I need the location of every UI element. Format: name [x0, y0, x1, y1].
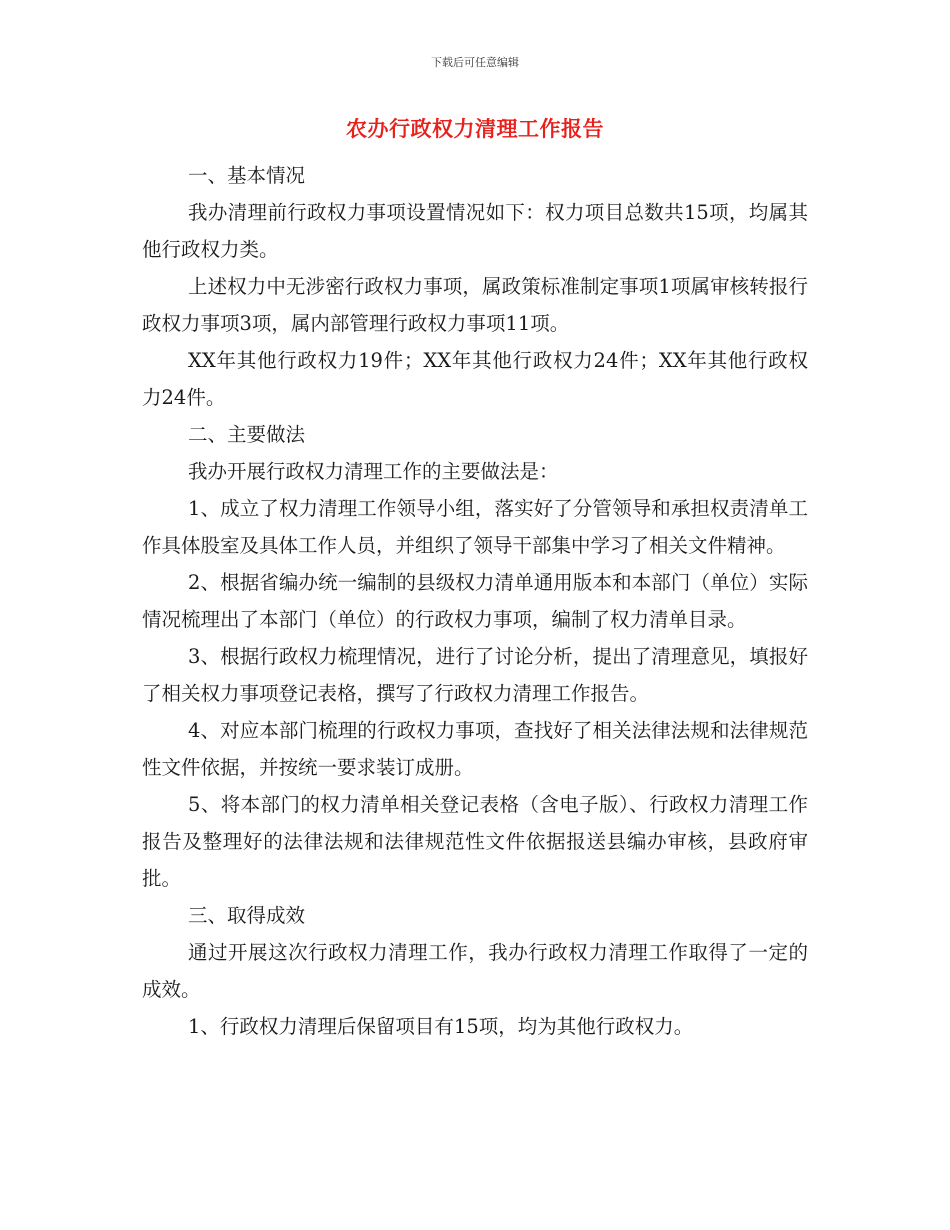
- list-item: 5、将本部门的权力清单相关登记表格（含电子版）、行政权力清理工作报告及整理好的法律法规和法律规范性文件依据报送县编办审核，县政府审批。: [142, 793, 808, 890]
- list-item: 4、对应本部门梳理的行政权力事项，查找好了相关法律法规和法律规范性文件依据，并按统一要求装订成册。: [142, 719, 808, 779]
- list-item: 2、根据省编办统一编制的县级权力清单通用版本和本部门（单位）实际情况梳理出了本部门（单位）的行政权力事项，编制了权力清单目录。: [142, 571, 808, 631]
- paragraph: 上述权力中无涉密行政权力事项，属政策标准制定事项1项属审核转报行政权力事项3项，属内部管理行政权力事项11项。: [142, 275, 808, 335]
- paragraph: 我办清理前行政权力事项设置情况如下：权力项目总数共15项，均属其他行政权力类。: [142, 201, 808, 261]
- list-item: 1、行政权力清理后保留项目有15项，均为其他行政权力。: [188, 1015, 694, 1038]
- header-note: 下载后可任意编辑: [431, 56, 519, 69]
- paragraph: XX年其他行政权力19件；XX年其他行政权力24件；XX年其他行政权力24件。: [142, 349, 808, 409]
- document-title: 农办行政权力清理工作报告: [346, 116, 604, 141]
- list-item: 1、成立了权力清理工作领导小组，落实好了分管领导和承担权责清单工作具体股室及具体工作人员，并组织了领导干部集中学习了相关文件精神。: [142, 497, 808, 557]
- paragraph: 通过开展这次行政权力清理工作，我办行政权力清理工作取得了一定的成效。: [142, 941, 808, 1001]
- section-heading-basic: 一、基本情况: [188, 164, 306, 187]
- section-heading-methods: 二、主要做法: [188, 423, 306, 446]
- section-heading-results: 三、取得成效: [188, 904, 306, 927]
- document-body: [142, 157, 808, 1045]
- paragraph: 我办开展行政权力清理工作的主要做法是：: [188, 460, 559, 483]
- list-item: 3、根据行政权力梳理情况，进行了讨论分析，提出了清理意见，填报好了相关权力事项登记表格，撰写了行政权力清理工作报告。: [142, 645, 808, 705]
